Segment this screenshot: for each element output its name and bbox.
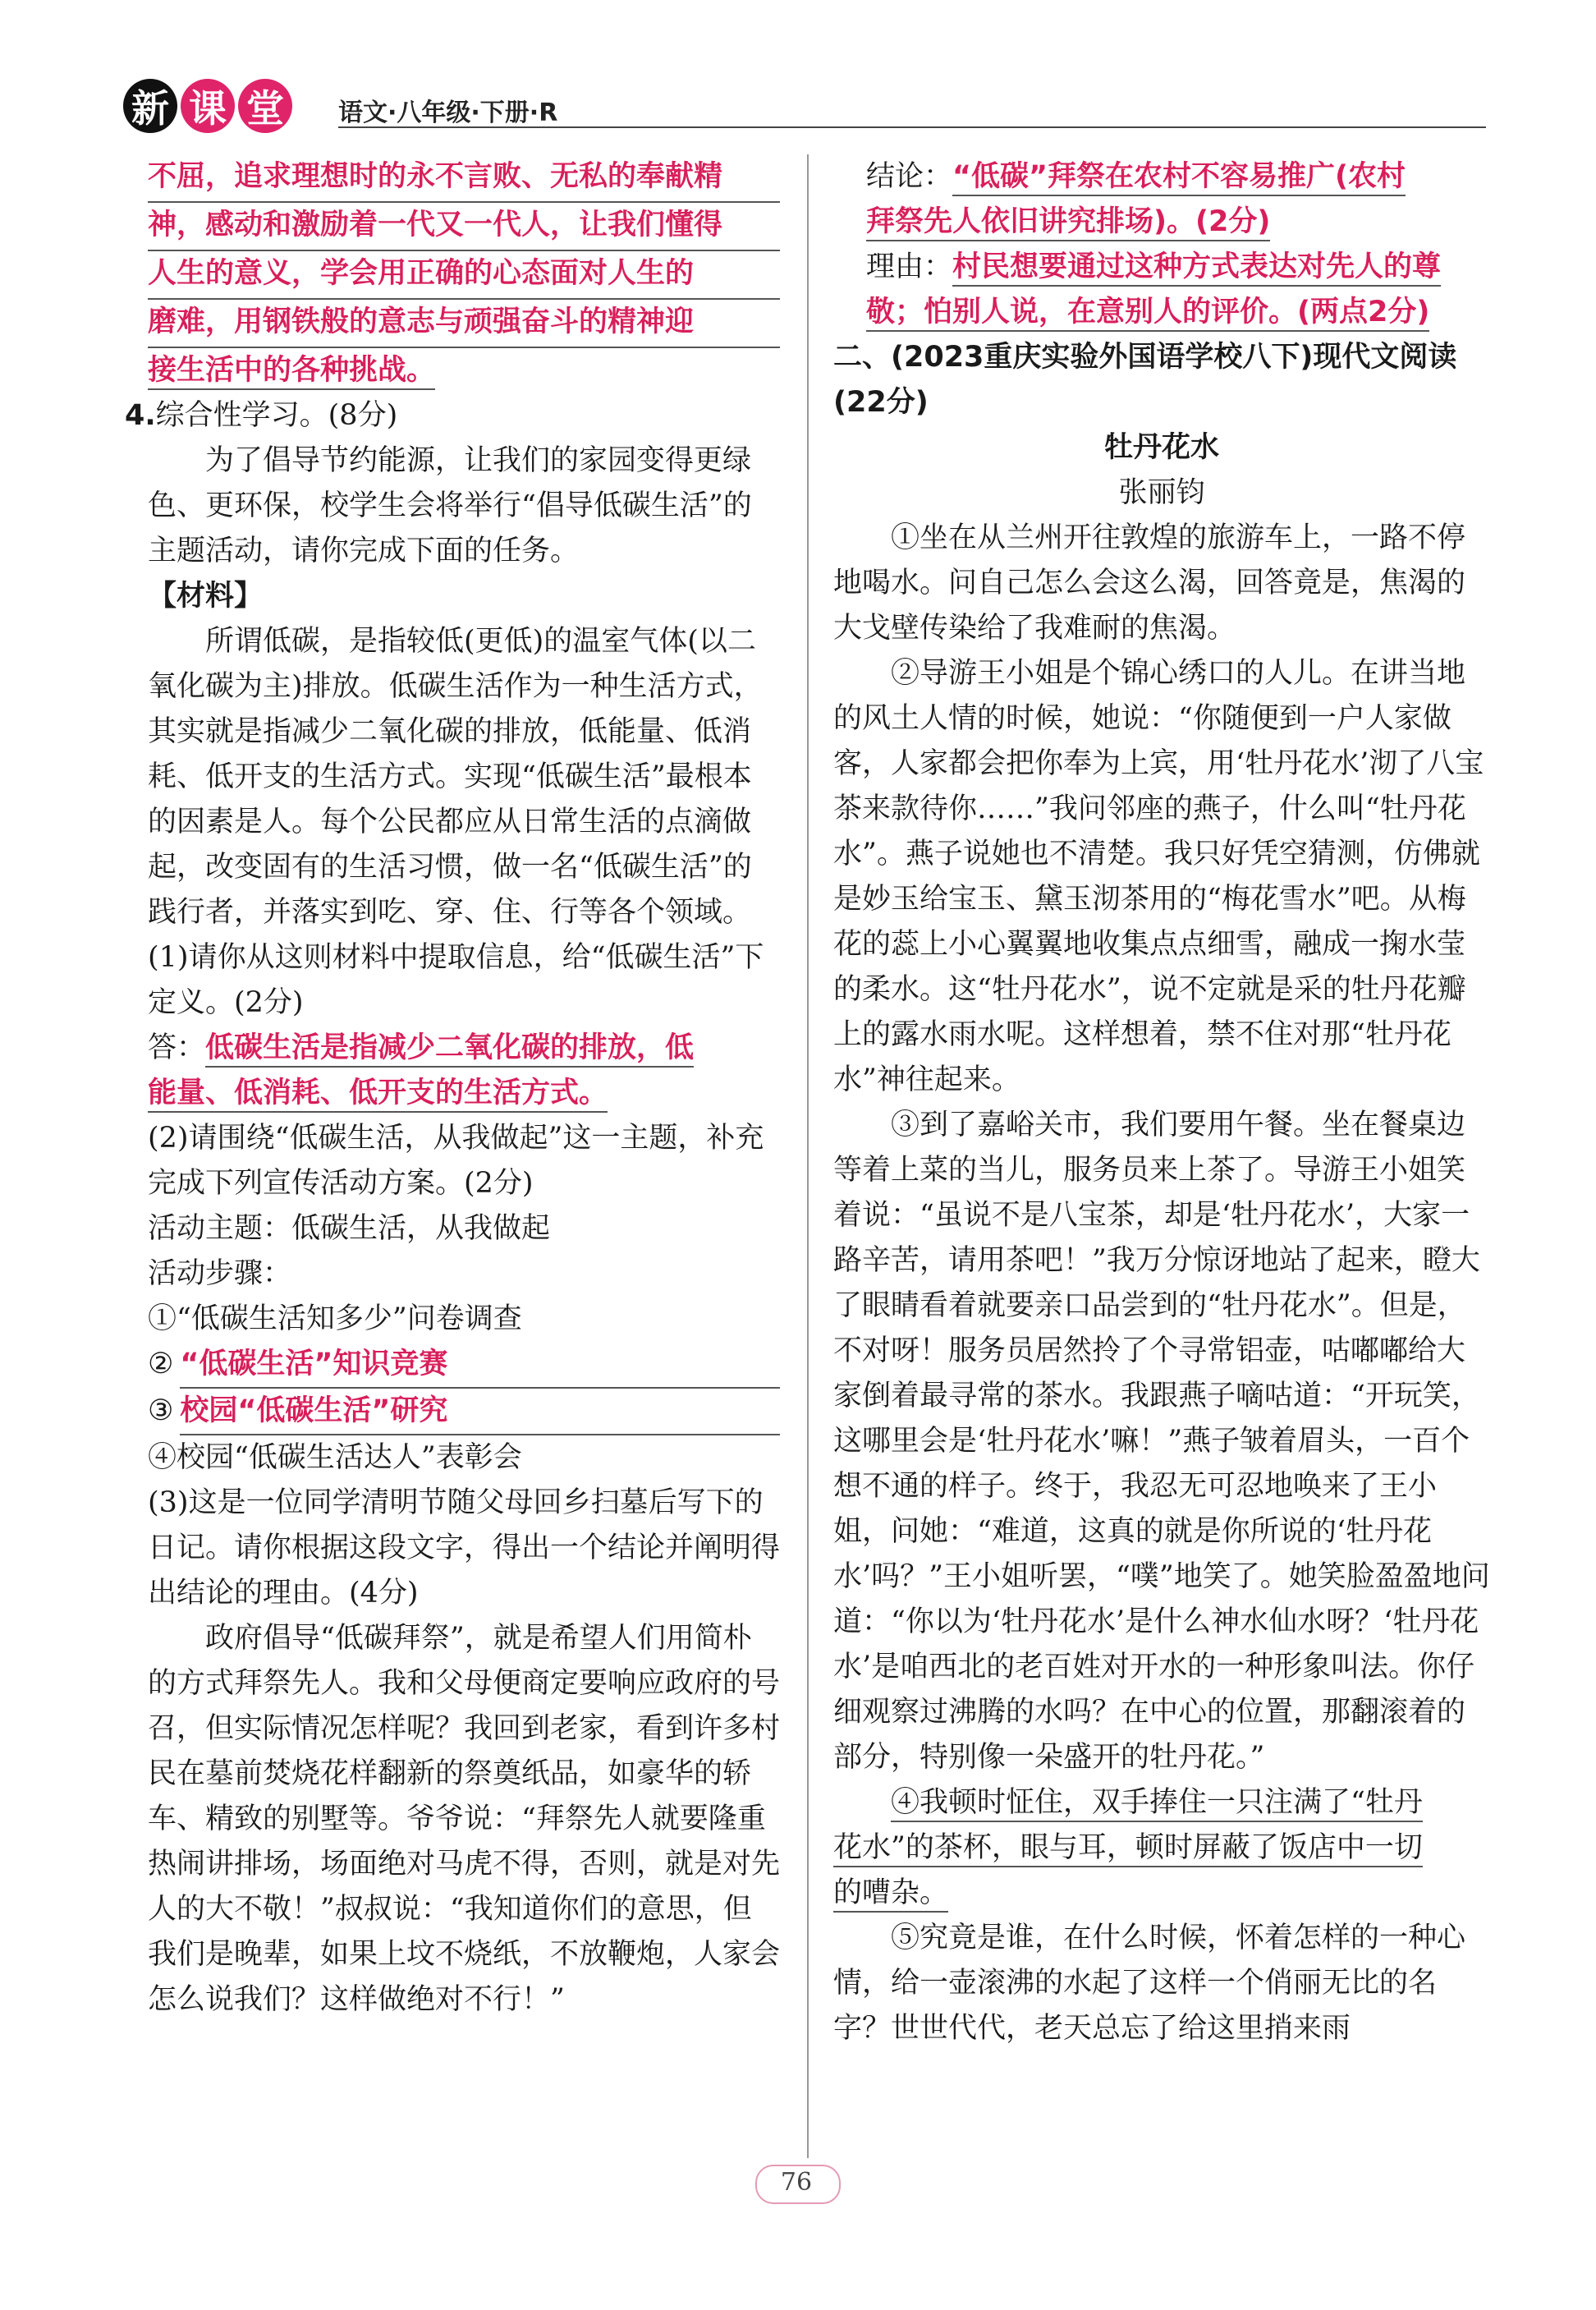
answer-text: 拜祭先人依旧讲究排场)。(2分) (866, 205, 1270, 241)
underlined-text: 花水”的茶杯，眼与耳，顿时屏蔽了饭店中一切 (833, 1831, 1423, 1867)
logo-char-2: 课 (181, 79, 235, 133)
question-4-heading (125, 393, 780, 439)
article-paragraph-5: ⑤究竟是谁，在什么时候，怀着怎样的一种心情，给一壶滚沸的水起了这样一个俏丽无比的名字？世世代代，老天总忘了给这里捎来雨 (833, 1922, 1466, 2045)
article-paragraph-4 (833, 1780, 1490, 1825)
question-intro: 为了倡导节约能源，让我们的家园变得更绿色、更环保，校学生会将举行“倡导低碳生活”的主题活动，请你完成下面的任务。 (148, 444, 752, 567)
answer-line: 神，感动和激励着一代又一代人，让我们懂得 (148, 203, 780, 251)
sub-question-1: (1)请你从这则材料中提取信息，给“低碳生活”下定义。(2分) (148, 941, 764, 1019)
logo-char-1: 新 (123, 79, 177, 133)
diary-text: 政府倡导“低碳拜祭”，就是希望人们用简朴的方式拜祭先人。我和父母便商定要响应政府的号召，但实际情况怎样呢？我回到老家，看到许多村民在墓前焚烧花样翻新的祭奠纸品，如豪华的轿车、精致的别墅等。爷爷说：“拜祭先人就要隆重热闹讲排场，场面绝对马虎不得，否则，就是对先人的大不敬！”叔叔说：“我知道你们的意思，但我们是晚辈，如果上坟不烧纸，不放鞭炮，人家会怎么说我们？这样做绝对不行！” (148, 1622, 781, 2016)
article-paragraph-2: ②导游王小姐是个锦心绣口的人儿。在讲当地的风土人情的时候，她说：“你随便到一户人家做客，人家都会把你奉为上宾，用‘牡丹花水’沏了八宝茶来款待你……”我问邻座的燕子，什么叫“牡丹花水”。燕子说她也不清楚。我只好凭空猜测，仿佛就是妙玉给宝玉、黛玉沏茶用的“梅花雪水”吧。从梅花的蕊上小心翼翼地收集点点细雪，融成一掬水莹的柔水。这“牡丹花水”，说不定就是采的牡丹花瓣上的露水雨水呢。这样想着，禁不住对那“牡丹花水”神往起来。 (833, 657, 1484, 1096)
sub-question-2: (2)请围绕“低碳生活，从我做起”这一主题，补充完成下列宣传活动方案。(2分) (148, 1122, 764, 1200)
fill-blank (180, 1342, 780, 1389)
material-label: 【材料】 (148, 580, 264, 613)
material-text: 所谓低碳，是指较低(更低)的温室气体(以二氧化碳为主)排放。低碳生活作为一种生活方式，其实就是指减少二氧化碳的排放，低能量、低消耗、低开支的生活方式。实现“低碳生活”最根本的因素是人。每个公民都应从日常生活的点滴做起，改变固有的生活习惯，做一名“低碳生活”的践行者，并落实到吃、穿、住、行等各个领域。 (148, 625, 763, 929)
conclusion-line (833, 154, 1490, 200)
sub-answer-1 (148, 1026, 780, 1071)
brand-logo (123, 79, 320, 135)
question-title: 综合性学习。(8分) (155, 399, 398, 432)
fill-blank (180, 1389, 780, 1435)
reason-line-cont (833, 290, 1490, 335)
answer-text: 接生活中的各种挑战。 (148, 354, 435, 390)
answer-text: 低碳生活是指减少二氧化碳的排放，低 (205, 1031, 694, 1068)
step-number: ③ (148, 1394, 174, 1427)
answer-line: 磨难，用钢铁般的意志与顽强奋斗的精神迎 (148, 300, 780, 348)
reason-label: 理由： (866, 250, 953, 283)
header-rule (338, 126, 1486, 128)
article-paragraph-1: ①坐在从兰州开往敦煌的旅游车上，一路不停地喝水。问自己怎么会这么渴，回答竟是，焦渴的大戈壁传染给了我难耐的焦渴。 (833, 521, 1466, 645)
answer-line: 人生的意义，学会用正确的心态面对人生的 (148, 251, 780, 300)
sub-question-3: (3)这是一位同学清明节随父母回乡扫墓后写下的日记。请你根据这段文字，得出一个结论并阐明得出结论的理由。(4分) (148, 1486, 781, 1610)
activity-step-4: ④校园“低碳生活达人”表彰会 (148, 1441, 522, 1474)
article-paragraph-3: ③到了嘉峪关市，我们要用午餐。坐在餐桌边等着上菜的当儿，服务员来上茶了。导游王小姐笑着说：“虽说不是八宝茶，却是‘牡丹花水’，大家一路辛苦，请用茶吧！”我万分惊讶地站了起来，瞪大了眼睛看着就要亲口品尝到的“牡丹花水”。但是，不对呀！服务员居然拎了个寻常铝壶，咕嘟嘟给大家倒着最寻常的茶水。我跟燕子嘀咕道：“开玩笑，这哪里会是‘牡丹花水’嘛！”燕子皱着眉头，一百个想不通的样子。终于，我忍无可忍地唤来了王小姐，问她：“难道，这真的就是你所说的‘牡丹花水’吗？”王小姐听罢，“噗”地笑了。她笑脸盈盈地问道：“你以为‘牡丹花水’是什么神水仙水呀？‘牡丹花水’是咱西北的老百姓对开水的一种形象叫法。你仔细观察过沸腾的水吗？在中心的位置，那翻滚着的部分，特别像一朵盛开的牡丹花。” (833, 1109, 1490, 1774)
answer-text: “低碳”拜祭在农村不容易推广(农村 (952, 160, 1406, 196)
sub-answer-1-cont (148, 1071, 780, 1116)
page-header (123, 79, 1486, 136)
activity-theme: 活动主题：低碳生活，从我做起 (148, 1212, 551, 1245)
answer-text: 校园“低碳生活”研究 (180, 1394, 448, 1427)
conclusion-label: 结论： (866, 160, 953, 193)
answer-text: 能量、低消耗、低开支的生活方式。 (148, 1077, 608, 1113)
column-divider (807, 154, 809, 2158)
article-title: 牡丹花水 (1103, 431, 1219, 464)
answer-text: 村民想要通过这种方式表达对先人的尊 (952, 250, 1441, 287)
page-number-text: 76 (780, 2168, 813, 2197)
underlined-text: ④我顿时怔住，双手捧住一只注满了“牡丹 (891, 1786, 1423, 1822)
activity-step-3 (148, 1389, 780, 1435)
page-number (739, 2158, 854, 2207)
article-paragraph-4-cont (833, 1871, 1490, 1916)
answer-text: “低碳生活”知识竞赛 (180, 1348, 448, 1380)
reason-line (833, 245, 1490, 290)
logo-char-3: 堂 (238, 79, 292, 133)
article-author: 张丽钧 (1118, 476, 1205, 509)
underlined-text: 的嘈杂。 (833, 1876, 948, 1913)
activity-step-1: ①“低碳生活知多少”问卷调查 (148, 1302, 522, 1335)
question-number: 4. (125, 399, 156, 432)
step-number: ② (148, 1348, 174, 1380)
right-column (833, 154, 1490, 2051)
left-column (125, 154, 781, 2023)
answer-line (148, 348, 780, 393)
answer-line: 不屈，追求理想时的永不言败、无私的奉献精 (148, 154, 780, 203)
answer-text: 敬；怕别人说，在意别人的评价。(两点2分) (866, 296, 1429, 332)
activity-step-2 (148, 1342, 780, 1389)
article-paragraph-4-cont (833, 1825, 1490, 1871)
conclusion-line-cont (833, 200, 1490, 245)
subject-line: 语文·八年级·下册·R (338, 99, 558, 127)
section-2-header: 二、(2023重庆实验外国语学校八下)现代文阅读(22分) (833, 341, 1457, 419)
answer-prefix: 答： (148, 1031, 206, 1064)
activity-steps-label: 活动步骤： (148, 1257, 292, 1290)
